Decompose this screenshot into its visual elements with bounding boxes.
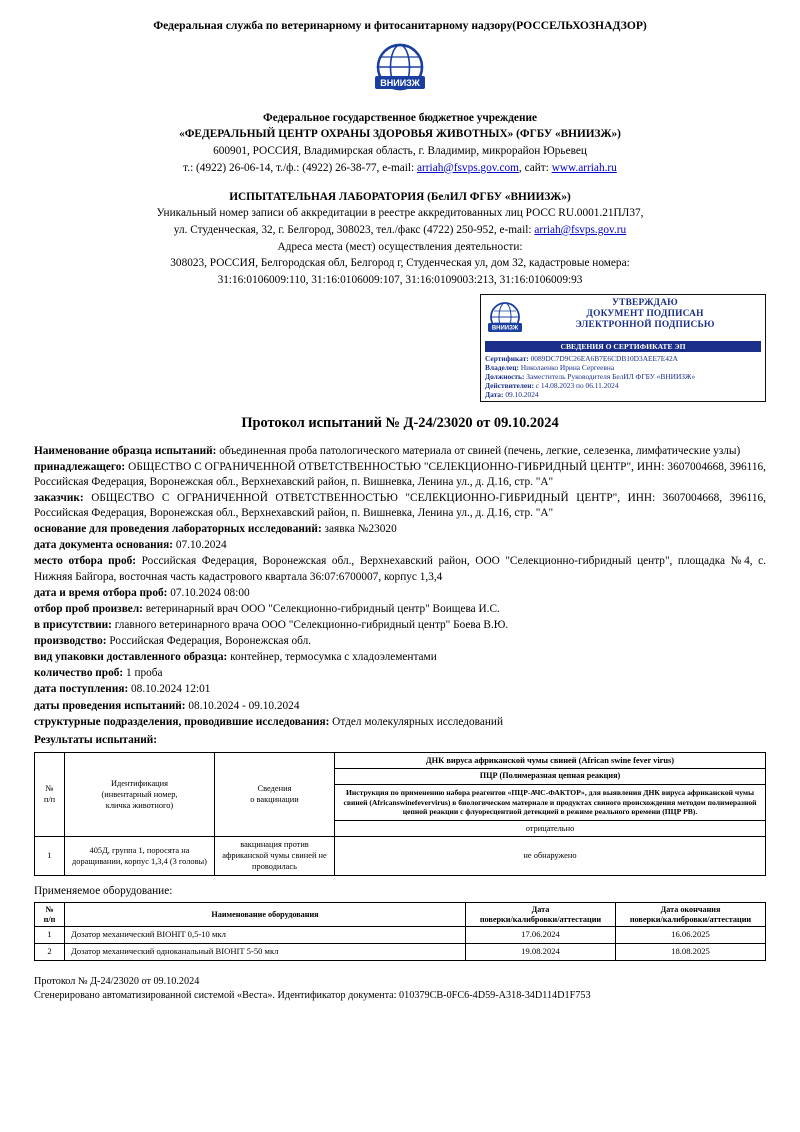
header-ident-line1: Идентификация (110, 778, 169, 788)
field-witness (34, 618, 766, 633)
equip-date-line1: Дата (531, 904, 550, 914)
cell-result: не обнаружено (335, 836, 766, 875)
field-label: производство: (34, 635, 107, 648)
equipment-cell-number: 1 (35, 927, 65, 944)
signature-stamp-container (34, 294, 766, 402)
field-production (34, 634, 766, 649)
footer (34, 975, 766, 1004)
stamp-owner (485, 363, 761, 372)
stamp-cert-value: 0089DC7D9C26EA6B7E6CDB10D3AEE7E42A (530, 354, 678, 364)
stamp-head-line-2: ДОКУМЕНТ ПОДПИСАН (586, 309, 704, 320)
field-label: основание для проведения лабораторных исследований: (34, 523, 322, 536)
field-sample-name (34, 444, 766, 459)
field-sampling-datetime (34, 586, 766, 601)
field-label: в присутствии: (34, 618, 112, 631)
equipment-title: Применяемое оборудование: (34, 884, 173, 897)
stamp-date-value: 09.10.2024 (505, 390, 539, 400)
field-test-dates (34, 699, 766, 714)
stamp-position-label: Должность: (485, 372, 525, 382)
stamp-position-value: Заместитель Руководителя БелИЛ ФГБУ «ВНИИЗЖ» (526, 372, 696, 382)
fields-block (34, 444, 766, 730)
stamp-date (485, 390, 761, 399)
lab-address (34, 223, 766, 238)
field-value: 08.10.2024 - 09.10.2024 (188, 699, 300, 712)
field-label: отбор проб произвел: (34, 602, 143, 615)
results-label: Результаты испытаний: (34, 733, 158, 746)
field-departments (34, 715, 766, 730)
equipment-cell-end-date: 18.08.2025 (616, 944, 766, 961)
equipment-header-end-date (616, 902, 766, 927)
agency-title: Федеральная служба по ветеринарному и фитосанитарному надзору(РОССЕЛЬХОЗНАДЗОР) (153, 19, 647, 32)
header-cell-norm: отрицательно (335, 820, 766, 836)
stamp-cert-label: Сертификат: (485, 354, 529, 364)
field-value: Отдел молекулярных исследований (332, 715, 504, 728)
cell-identification: 405Д, группа 1, поросята на доращивании, корпус 1,3,4 (3 головы) (65, 836, 215, 875)
field-label: дата поступления: (34, 683, 129, 696)
contacts-mid: , сайт: (518, 161, 552, 174)
stamp-head-line-1: УТВЕРЖДАЮ (612, 297, 678, 308)
contacts-prefix: т.: (4922) 26-06-14, т./ф.: (4922) 26-38-77, e-mail: (183, 161, 418, 174)
equipment-header-number (35, 902, 65, 927)
lab-address-text: ул. Студенческая, 32, г. Белгород, 308023, тел./факс (4722) 250-952, e-mail: (173, 223, 535, 236)
header-cell-number (35, 752, 65, 836)
field-value: Российская Федерация, Воронежская обл., Верхнехавский район, ООО "Селекционно-гибридный центр", площадка №4, с. Нижняя Байгора, восточная часть кадастрового квартала 36:07:6700007, корпус 1,3,4 (34, 555, 766, 583)
equip-num-line2: п/п (43, 914, 56, 924)
stamp-validity-label: Действителен: (485, 381, 534, 391)
field-value: 1 проба (125, 667, 163, 680)
field-customer (34, 491, 766, 521)
lab-title: ИСПЫТАТЕЛЬНАЯ ЛАБОРАТОРИЯ (БелИЛ ФГБУ «ВНИИЗЖ») (229, 190, 571, 203)
accreditation-line: Уникальный номер записи об аккредитации в реестре аккредитованных лиц РОСС RU.0001.21ПЛ37, (156, 207, 644, 220)
field-value: 07.10.2024 (175, 539, 227, 552)
cell-row-number: 1 (35, 836, 65, 875)
equipment-cell-name: Дозатор механический одноканальный BIOHIT 5-50 мкл (65, 944, 466, 961)
equipment-cell-date: 19.08.2024 (466, 944, 616, 961)
field-received-date (34, 682, 766, 697)
stamp-owner-value: Николаенко Ирина Сергеевна (520, 363, 615, 373)
field-packaging (34, 650, 766, 665)
equipment-cell-date: 17.06.2024 (466, 927, 616, 944)
field-value: ОБЩЕСТВО С ОГРАНИЧЕННОЙ ОТВЕТСТВЕННОСТЬЮ "СЕЛЕКЦИОННО-ГИБРИДНЫЙ ЦЕНТР", ИНН: 3607004668, 396116, Российская Федерация, Воронежская обл., Верхнехавский район, п. Вишневка, Ленина ул., д. Д.16, стр. "А" (34, 460, 766, 488)
cell-vaccination: вакцинация против африканской чумы свиней не проводилась (215, 836, 335, 875)
stamp-cert (485, 354, 761, 363)
equipment-cell-number: 2 (35, 944, 65, 961)
footer-generated-by: Сгенерировано автоматизированной системой «Веста». Идентификатор документа: 010379CB-0FC6-4D59-A318-34D114D1F753 (34, 989, 591, 1001)
field-sampling-place (34, 554, 766, 584)
emblem-container (34, 38, 766, 105)
field-label: Наименование образца испытаний: (34, 444, 217, 457)
field-label: дата документа основания: (34, 539, 173, 552)
field-value: главного ветеринарного врача ООО "Селекционно-гибридный центр" Боева В.Ю. (114, 618, 509, 631)
lab-email-link[interactable]: arriah@fsvps.gov.ru (534, 223, 627, 236)
org-address: 600901, РОССИЯ, Владимирская область, г. Владимир, микрорайон Юрьевец (213, 144, 587, 157)
field-owner (34, 460, 766, 490)
header-vacc-line1: Сведения (257, 784, 292, 794)
stamp-owner-label: Владелец: (485, 363, 519, 373)
header-cell-instruction: Инструкция по применению набора реагентов «ПЦР-АЧС-ФАКТОР», для выявления ДНК вируса африканской чумы свиней (Africanswinefevervirus) в биологическом материале и продуктах свиного происхождения методом полимеразной цепной реакции с флуоресцентной детекцией в режиме реального времени (ПЦР РВ). (335, 785, 766, 820)
table-header-row (35, 752, 766, 768)
website-link[interactable]: www.arriah.ru (551, 161, 617, 174)
table-row (35, 944, 766, 961)
activity-label: Адреса места (мест) осуществления деятельности: (277, 240, 523, 253)
field-label: вид упаковки доставленного образца: (34, 651, 228, 664)
field-value: заявка №23020 (324, 523, 397, 536)
header-ident-line3: кличка животного) (105, 801, 174, 811)
org-line-2: «ФЕДЕРАЛЬНЫЙ ЦЕНТР ОХРАНЫ ЗДОРОВЬЯ ЖИВОТНЫХ» (ФГБУ «ВНИИЗЖ») (179, 128, 621, 141)
stamp-head-line-3: ЭЛЕКТРОННОЙ ПОДПИСЬЮ (575, 320, 715, 331)
field-label: принадлежащего: (34, 460, 126, 473)
stamp-position (485, 372, 761, 381)
field-basis (34, 522, 766, 537)
results-table (34, 752, 766, 876)
page-title: Протокол испытаний № Д-24/23020 от 09.10.2024 (241, 415, 559, 432)
equipment-header-name: Наименование оборудования (65, 902, 466, 927)
field-value: ОБЩЕСТВО С ОГРАНИЧЕННОЙ ОТВЕТСТВЕННОСТЬЮ "СЕЛЕКЦИОННО-ГИБРИДНЫЙ ЦЕНТР", ИНН: 3607004668, 396116, Российская Федерация, Воронежская обл., Верхнехавский район, п. Вишневка, Ленина ул., д. Д.16, стр. "А" (34, 491, 766, 520)
field-value: объединенная проба патологического материала от свиней (печень, легкие, селезенка, лимфатические узлы) (219, 444, 741, 457)
field-label: количество проб: (34, 667, 124, 680)
equipment-header-row (35, 902, 766, 927)
activity-address: 308023, РОССИЯ, Белгородская обл, Белгород г, Студенческая ул, дом 32, кадастровые номера: (170, 257, 630, 270)
field-label: структурные подразделения, проводившие исследования: (34, 715, 330, 728)
field-label: заказчик: (34, 491, 84, 504)
electronic-signature-stamp (480, 294, 766, 402)
header-cell-analyte: ДНК вируса африканской чумы свиней (African swine fever virus) (335, 752, 766, 768)
footer-protocol-number: Протокол № Д-24/23020 от 09.10.2024 (34, 975, 200, 987)
email-link[interactable]: arriah@fsvps.gov.com (417, 161, 519, 174)
equipment-header-date (466, 902, 616, 927)
field-sample-count (34, 666, 766, 681)
equip-date-line2: поверки/калибровки/аттестации (479, 914, 602, 924)
stamp-date-label: Дата: (485, 390, 504, 400)
stamp-validity (485, 381, 761, 390)
field-basis-date (34, 538, 766, 553)
header-number-line1: № (45, 784, 54, 794)
field-label: дата и время отбора проб: (34, 586, 168, 599)
field-value: 07.10.2024 08:00 (170, 586, 250, 599)
equipment-table (34, 902, 766, 961)
field-value: ветеринарный врач ООО "Селекционно-гибридный центр" Воищева И.С. (145, 602, 500, 615)
field-sampled-by (34, 602, 766, 617)
header-cell-method: ПЦР (Полимеразная цепная реакция) (335, 769, 766, 785)
vniizh-emblem-icon (369, 38, 431, 100)
stamp-emblem-icon (485, 299, 525, 339)
field-value: контейнер, термосумка с хладоэлементами (230, 651, 437, 664)
equip-enddate-line2: поверки/калибровки/аттестации (629, 914, 752, 924)
equipment-cell-end-date: 16.06.2025 (616, 927, 766, 944)
equipment-cell-name: Дозатор механический BIOHIT 0,5-10 мкл (65, 927, 466, 944)
header-number-line2: п/п (43, 795, 56, 805)
field-label: даты проведения испытаний: (34, 699, 186, 712)
org-contacts (34, 161, 766, 176)
header-cell-vaccination (215, 752, 335, 836)
table-row (35, 927, 766, 944)
equip-enddate-line1: Дата окончания (660, 904, 721, 914)
svg-text:ВНИИЗЖ: ВНИИЗЖ (380, 77, 420, 88)
header-cell-identification (65, 752, 215, 836)
cadastral-numbers: 31:16:0106009:110, 31:16:0106009:107, 31:16:0109003:213, 31:16:0106009:93 (217, 273, 583, 286)
table-row (35, 836, 766, 875)
header-vacc-line2: о вакцинации (250, 795, 299, 805)
field-value: 08.10.2024 12:01 (131, 683, 211, 696)
svg-text:ВНИИЗЖ: ВНИИЗЖ (491, 325, 519, 332)
equip-num-line1: № (45, 904, 54, 914)
field-value: Российская Федерация, Воронежская обл. (109, 635, 312, 648)
field-label: место отбора проб: (34, 555, 137, 568)
stamp-cert-bar: СВЕДЕНИЯ О СЕРТИФИКАТЕ ЭП (485, 341, 761, 352)
org-line-1: Федеральное государственное бюджетное учреждение (263, 111, 537, 124)
header-ident-line2: (инвентарный номер, (101, 789, 178, 799)
stamp-validity-value: с 14.08.2023 по 06.11.2024 (535, 381, 619, 391)
